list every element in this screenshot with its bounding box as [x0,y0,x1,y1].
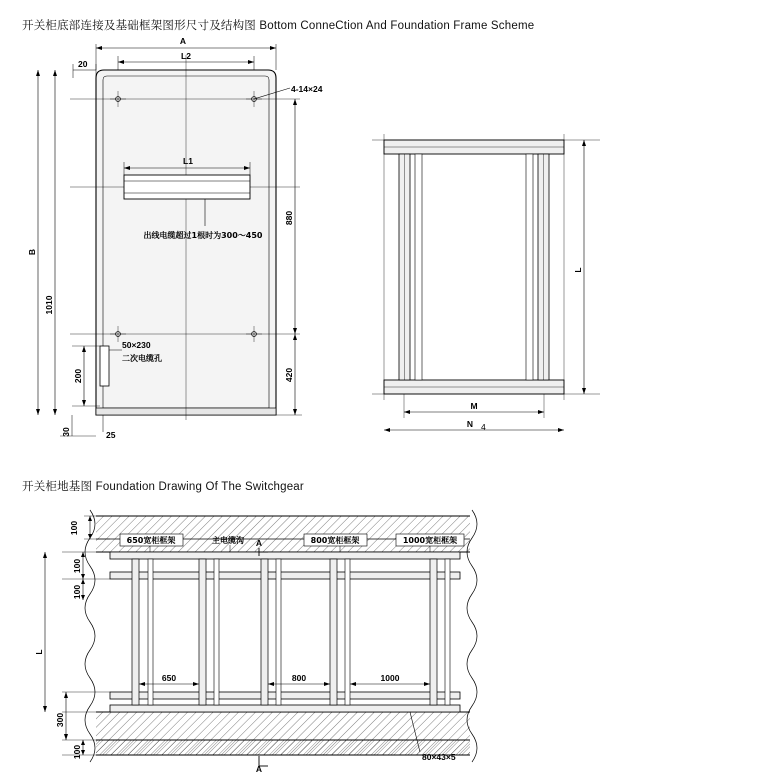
dim-label-N: N [466,419,474,429]
arrow-420-top [293,334,297,340]
dim-label-A: A [179,36,187,46]
note-cable: 出线电缆超过1根时为300～450 [143,231,263,240]
dim-label-N-sub: 4 [481,422,486,432]
arrow-plan-100c-top [81,579,85,584]
label-plate-spec: 50×230 [122,340,151,350]
arrow-B-top [36,70,40,76]
dim-label-frame-L: L [573,267,583,273]
arrow-frame-L-top [582,140,586,146]
label-steel-spec: 80×43×5 [422,752,456,762]
dim-label-L2: L2 [181,51,191,61]
arrow-1010-bottom [53,409,57,415]
arrow-A-right [270,46,276,50]
dim-label-1000: 1000 [380,673,400,683]
label-frame-1000: 1000宽柜框架 [402,536,458,545]
arrow-N-left [384,428,390,432]
dim-label-880: 880 [284,210,294,226]
dim-label-650: 650 [161,673,177,683]
arrow-plan-L-bottom [43,706,47,712]
dim-label-plan-100d: 100 [72,744,82,760]
rail-2b [214,559,219,705]
dim-label-1010: 1010 [44,295,54,315]
dim-label-plan-100a: 100 [69,520,79,536]
arrow-200-bottom [82,400,86,406]
dim-label-25: 25 [106,430,116,440]
dim-label-plan-L: L [34,649,44,655]
plan-beam-bottom [110,705,460,712]
label-frame-650: 650宽柜框架 [126,536,176,545]
plan-beam-top [110,552,460,559]
arrow-1000-left [350,682,356,686]
arrow-plan-100b-bottom [81,574,85,579]
dim-label-20: 20 [78,59,88,69]
figure-foundation-plan [34,510,477,774]
rail-5 [430,559,437,705]
label-hole-spec: 4-14×24 [291,84,323,94]
arrow-A-left [96,46,102,50]
plan-vertical-rails [132,559,450,705]
label-secondary-hole: 二次电缆孔 [122,354,162,363]
arrow-B-bottom [36,409,40,415]
dim-label-plan-300: 300 [55,712,65,728]
arrow-L2-right [248,60,254,64]
cable-window [124,175,250,199]
section-mark-top: A [255,538,263,548]
arrow-200-top [82,346,86,352]
arrow-1010-top [53,70,57,76]
dim-label-800: 800 [291,673,307,683]
break-line-left [85,510,95,762]
figure-cabinet-bottom [27,36,323,440]
frame-right-inner [526,154,533,380]
arrow-420-bottom [293,409,297,415]
rail-1 [132,559,139,705]
dim-label-L1: L1 [183,156,193,166]
figure-foundation-frame [372,134,600,432]
arrow-880-top [293,99,297,105]
page-title-bottom: 开关柜地基图 Foundation Drawing Of The Switchgear [22,481,304,493]
arrow-M-right [538,410,544,414]
secondary-cable-hole [100,346,109,386]
frame-left-inner [415,154,422,380]
arrow-650-right [193,682,199,686]
dim-label-420: 420 [284,367,294,383]
label-frame-800: 800宽柜框架 [310,536,360,545]
plan-beam-second [110,572,460,579]
dim-label-M: M [470,401,478,411]
arrow-plan-100a-top [88,516,92,521]
arrow-plan-300-top [64,692,68,698]
rail-3b [276,559,281,705]
arrow-L2-left [118,60,124,64]
rail-1b [148,559,153,705]
rail-4b [345,559,350,705]
rail-5b [445,559,450,705]
section-mark-bottom: A [255,764,263,774]
arrow-800-left [268,682,274,686]
dim-label-30: 30 [61,427,71,437]
arrow-M-left [404,410,410,414]
plan-beam-lower [110,692,460,699]
arrow-plan-100b-top [81,552,85,557]
dim-label-B: B [27,248,37,256]
arrow-880-bottom [293,328,297,334]
rail-3 [261,559,268,705]
dim-label-200: 200 [73,368,83,384]
label-main-trench: 主电缆沟 [212,536,244,545]
page-title-top: 开关柜底部连接及基础框架图形尺寸及结构图 Bottom ConneCtion And Foundation Frame Scheme [22,20,535,32]
arrow-N-right [558,428,564,432]
arrow-plan-L-top [43,552,47,558]
arrow-plan-300-bottom [64,734,68,740]
arrow-1000-right [424,682,430,686]
arrow-frame-L-bottom [582,388,586,394]
arrow-plan-100d-top [81,740,85,745]
arrow-650-left [139,682,145,686]
dim-label-plan-100c: 100 [72,584,82,600]
rail-4 [330,559,337,705]
rail-2 [199,559,206,705]
ground-bottom-dense-hatch [96,740,470,755]
arrow-800-right [324,682,330,686]
dim-label-plan-100b: 100 [72,558,82,574]
